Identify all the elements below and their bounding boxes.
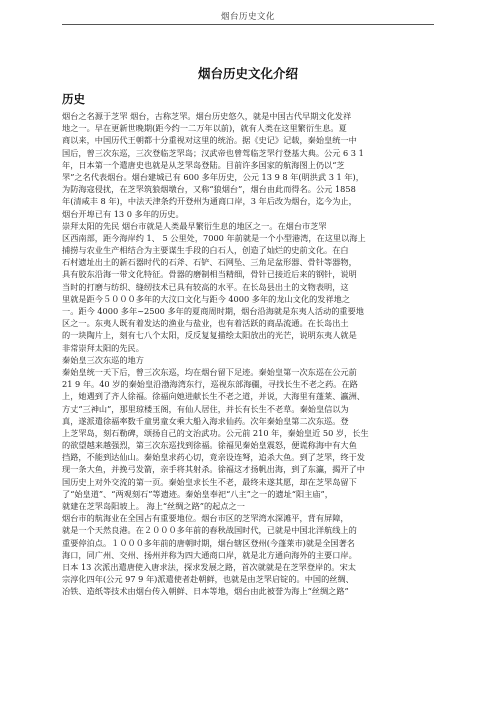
page-header-title: 烟台历史文化 [220, 12, 275, 22]
text-line: 地之一。早在更新世晚期(距今约一二万年以前)，就有人类在这里繁衍生息。夏 [62, 123, 347, 134]
text-line: 就建在芝罘岛阳坡上。 海上“丝绸之路”的起点之一 [62, 501, 245, 511]
text-line: 现一条大鱼，并挽弓发箭，亲手将其射杀。徐福这才扬帆出海，到了东瀛，揭开了中 [62, 464, 365, 475]
text-line: 秦始皇统一天下后，曾三次东巡，均在烟台留下足迹。秦始皇第一次东巡在公元前 [62, 366, 357, 377]
section-heading-history: 历史 [62, 92, 85, 106]
text-line: 年(清咸丰 8 年)，中法天津条约开登州为通商口岸，3 年后改为烟台，迄今为止， [62, 196, 357, 207]
text-line: 真，遂派遣徐福率数千童男童女乘大船入海求仙药。次年秦始皇第二次东巡。登 [62, 415, 349, 426]
text-line: 里就是距今５０００多年的大汶口文化与距今 4000 多年的龙山文化的发祥地之 [62, 293, 351, 304]
text-line: 崇拜太阳的先民 烟台市就是人类最早繁衍生息的地区之一。在烟台市芝罘 [62, 220, 327, 231]
text-line: 国历史上对外交流的第一页。秦始皇求长生不老，最终未遂其愿，却在芝罘岛留下 [62, 476, 357, 487]
text-line: 区之一。东夷人既有着发达的渔业与盐业，也有着活跃的商品流通。在长岛出土 [62, 318, 349, 329]
text-line: 石村遗址出土的新石器时代的石斧、石铲、石网坠、三角足盆形器、骨针等器物， [62, 257, 357, 268]
header-divider [62, 24, 434, 25]
text-line: 日本 13 次派出遣唐使入唐求法，探求发展之路，首次就就是在芝罘登岸的。宋太 [62, 561, 356, 572]
text-line: 商以来，中国历代王朝都十分重视对这里的统治。据《史记》记载，秦始皇统一中 [62, 135, 357, 146]
text-line: 上芝罘岛，刻石勒碑，颂扬自己的文治武功。公元前 210 年，秦始皇近 50 岁，长生 [62, 427, 369, 438]
text-line: 了“始皇道”、“两观刻石”等遗迹。秦始皇奉祀“八主”之一的遗址“阳主庙”， [62, 488, 333, 499]
text-line: 为防海寇侵扰，在芝罘筑狼烟墩台，又称“狼烟台”，烟台由此而得名。公元 1858 [62, 184, 356, 195]
text-line: 挡路，不能到达仙山。秦始皇求药心切，竟亲设连弩，追杀大鱼。到了芝罘，终于发 [62, 452, 365, 463]
text-line: 就是一个天然良港。在２０００多年前的春秋战国时代，已就是中国北洋航线上的 [62, 525, 357, 536]
text-line: 当时的打磨与纺织、缝纫技术已具有较高的水平。在长岛县出土的文物表明，这 [62, 281, 349, 292]
text-line: 海口，同广州、交州、扬州并称为四大通商口岸，就是北方通向海外的主要口岸。 [62, 549, 357, 560]
text-line: 烟台开埠已有 13 0 多年的历史。 [62, 208, 184, 219]
text-line: 具有胶东沿海一带文化特征。骨器的磨制相当精细，骨针已接近后来的钢针，说明 [62, 269, 357, 280]
text-line: 区西南部，距今海岸约 1、 5 公里处，7000 年前就是一个小型港湾，在这里以海上 [62, 232, 366, 243]
text-line: 非常崇拜太阳的先民。 [62, 342, 144, 353]
text-line: 秦始皇三次东巡的地方 [62, 354, 144, 365]
text-line: 宗淳化四年(公元 97 9 年)派遣使者赴朝鲜，也就是由芝罘启锭的。中国的丝绸、 [62, 574, 354, 585]
text-line: 年，日本第一个遣唐史也就是从芝罘岛登陆。目前许多国家的航海图上仍以“芝 [62, 159, 345, 170]
text-line: 国后，曾三次东巡，三次登临芝罘岛；汉武帝也曾驾临芝罘行登基大典。公元 6 3 1 [62, 147, 364, 158]
text-line: 烟台市的航海业在全国占有重要地位。烟台市区的芝罘湾水深滩平，背有屏障， [62, 513, 349, 524]
text-line: 重要停泊点。１０００多年前的唐朝时期，烟台辖区登州(今蓬莱市)就是全国著名 [62, 537, 355, 548]
text-line: 罘”之名代表烟台。烟台建城已有 600 多年历史，公元 13 9 8 年(明洪武 3 1 年)， [62, 171, 364, 182]
text-line: 冶铁、造纸等技术由烟台传入朝鲜、日本等地，烟台由此被誉为海上“丝绸之路” [62, 586, 349, 597]
text-line: 21 9 年。40 岁的秦始皇沿渤海湾东行，巡视东部海疆，寻找长生不老之药。在路 [62, 379, 358, 390]
body-text [62, 110, 436, 598]
text-line: 方丈“三神山”，那里琼楼玉阁，有仙人居住，并长有长生不老草。秦始皇信以为 [62, 403, 349, 414]
text-line: 的欲望越来越强烈，第三次东巡找到徐福。徐福见秦始皇震怒，便谎称海中有大鱼 [62, 440, 357, 451]
text-line: 上，她遇到了齐人徐福。徐福向她进献长生不老之道，并说，大海里有蓬莱、瀛洲、 [62, 391, 365, 402]
text-line: 烟台之名源于芝罘 烟台，古称芝罘。烟台历史悠久，就是中国古代早期文化发祥 [62, 111, 352, 121]
document-title: 烟台历史文化介绍 [197, 66, 298, 81]
text-line: 的一块陶片上，刻有七八个太阳，反反复复描绘太阳放出的光芒，说明东夷人就是 [62, 330, 357, 341]
text-line: 捕捞与农业生产相结合为主要谋生手段的白石人，创造了灿烂的史前文化。在白 [62, 245, 349, 256]
text-line: 一。距今 4000 多年~2500 多年的夏商周时期，烟台沿海就是东夷人活动的重要地 [62, 306, 364, 316]
